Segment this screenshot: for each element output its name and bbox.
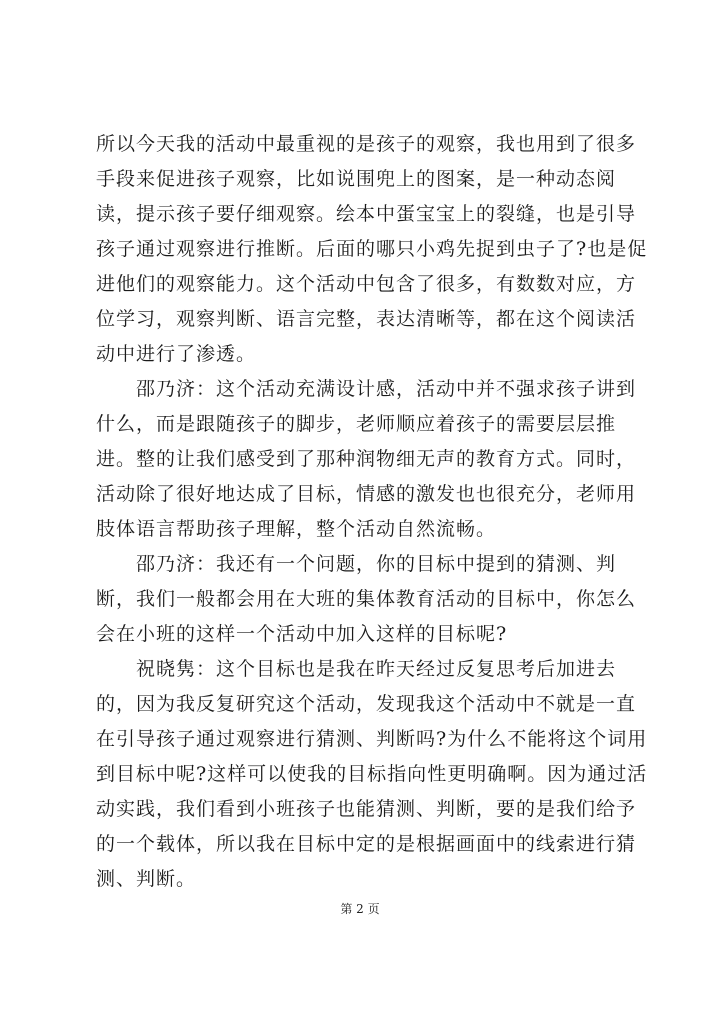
text-line: 孩子通过观察进行推断。后面的哪只小鸡先捉到虫子了?也是促 [96, 238, 648, 260]
text-line: 动实践，我们看到小班孩子也能猜测、判断，要的是我们给予 [96, 798, 637, 820]
text-line: 进。整的让我们感受到了那种润物细无声的教育方式。同时， [96, 448, 637, 470]
text-line: 所以今天我的活动中最重视的是孩子的观察，我也用到了很多 [96, 133, 637, 155]
text-line: 在引导孩子通过观察进行猜测、判断吗?为什么不能将这个词用 [96, 728, 648, 750]
text-line: 的，因为我反复研究这个活动，发现我这个活动中不就是一直 [96, 693, 637, 715]
page-number: 第 2 页 [340, 902, 380, 916]
text-line: 断，我们一般都会用在大班的集体教育活动的目标中，你怎么 [96, 588, 637, 610]
text-line: 活动除了很好地达成了目标，情感的激发也也很充分，老师用 [96, 483, 637, 505]
text-line: 什么，而是跟随孩子的脚步，老师顺应着孩子的需要层层推 [96, 413, 617, 435]
text-line: 邵乃济：这个活动充满设计感，活动中并不强求孩子讲到 [96, 378, 637, 400]
text-line: 动中进行了渗透。 [96, 343, 257, 365]
text-line: 进他们的观察能力。这个活动中包含了很多，有数数对应，方 [96, 273, 637, 295]
text-line: 的一个载体，所以我在目标中定的是根据画面中的线索进行猜 [96, 833, 637, 855]
document-body [96, 127, 648, 897]
text-line: 邵乃济：我还有一个问题，你的目标中提到的猜测、判 [96, 553, 617, 575]
text-line: 到目标中呢?这样可以使我的目标指向性更明确啊。因为通过活 [96, 763, 648, 785]
text-line: 手段来促进孩子观察，比如说围兜上的图案，是一种动态阅 [96, 168, 617, 190]
text-line: 祝晓隽：这个目标也是我在昨天经过反复思考后加进去 [96, 658, 617, 680]
text-line: 位学习，观察判断、语言完整，表达清晰等，都在这个阅读活 [96, 308, 637, 330]
text-line: 会在小班的这样一个活动中加入这样的目标呢? [96, 623, 508, 645]
text-line: 测、判断。 [96, 868, 197, 890]
text-line: 读，提示孩子要仔细观察。绘本中蛋宝宝上的裂缝，也是引导 [96, 203, 637, 225]
text-line: 肢体语言帮助孩子理解，整个活动自然流畅。 [96, 518, 497, 540]
